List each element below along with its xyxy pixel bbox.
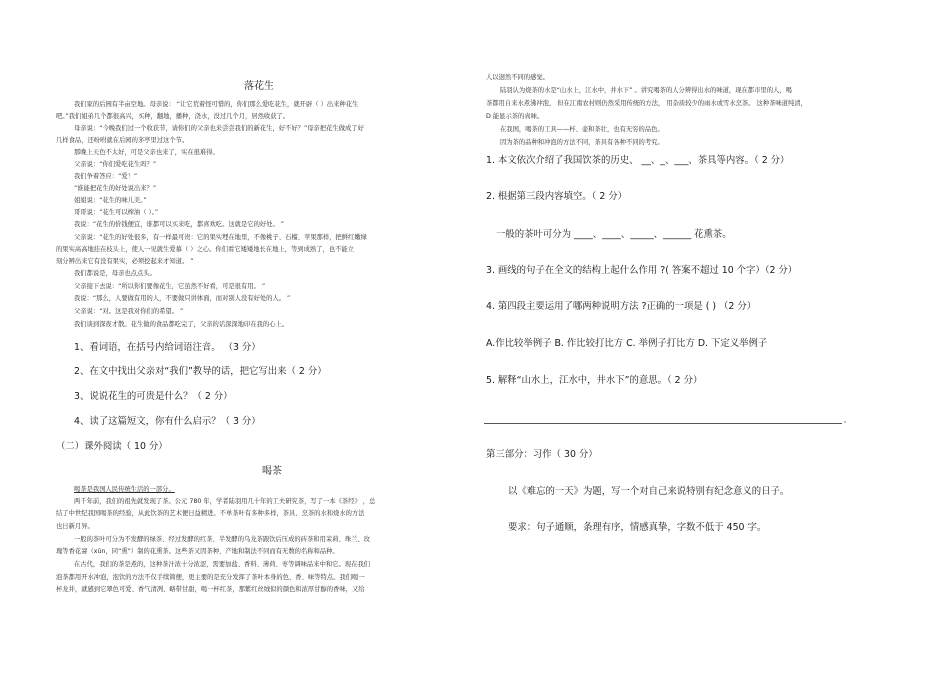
passage-line: 两千年前，我们的祖先就发现了茶。公元 780 年，学者陆羽用几十年的工夫研究茶，写了一本《茶经》 ，总 <box>74 498 376 505</box>
passage-line: 茶都用自来水煮沸冲泡， 但在江南农村则仍然采用传统的方法， 用杂质较少的雨水或雪水烹茶。 这种茶味道纯清， <box>486 100 807 107</box>
question-3: 3、说说花生的可贵是什么？（ 2 分） <box>74 391 233 402</box>
reading-question-5: 5. 解释“山水上，江水中，井水下”的意思。（ 2 分） <box>486 375 703 386</box>
part3-heading: 第三部分：习作（ 30 分） <box>486 449 598 460</box>
passage-line: 在我国，喝茶的工具——杯、壶和茶壮，也有无穷的品色。 <box>500 126 664 133</box>
underlined-sentence: 喝茶是我国人民传统生活的一部分。 <box>74 486 175 493</box>
reading-question-2-fill: 一般的茶叶可分为 ____、____、_____、______ 花熏茶。 <box>496 229 732 240</box>
passage-line: 杯龙井，就感到它翠色可爱、香气清冽、略带甘甜，喝一杯红茶，那紫红丝绒似的颜色和浓厚甘醇的香味，又给 <box>56 586 365 593</box>
passage-line: 哥哥说：“花生可以榨油（ ）。” <box>74 209 159 216</box>
passage-line: 父亲说：“对。这是我对你们的希望。 ” <box>74 308 184 315</box>
passage-line: 我们谈到深夜才散。花生做的食品都吃完了，父亲的话深深地印在我的心上。 <box>74 321 289 328</box>
reading-question-4: 4. 第四段主要运用了哪两种说明方法 ?正确的一项是 ( ) （2 分） <box>486 301 757 312</box>
passage-line: 刻分辨出来它有没有果实，必须挖起来才知道。 ” <box>56 258 194 265</box>
writing-task: 以《难忘的一天》为题，写一个对自己来说特别有纪念意义的日子。 <box>508 486 790 497</box>
reading-question-4-options: A.作比较举例子 B. 作比较打比方 C. 举例子打比方 D. 下定义举例子 <box>486 338 768 349</box>
passage-line: 的果实高高地挂在枝头上，使人一见就生爱慕（ ）之心。你们看它矮矮地长在地上，等到成熟了，也不能立 <box>56 246 354 253</box>
passage-line: “谁能把花生的好处说出来？” <box>74 185 157 192</box>
answer-line-period: 。 <box>844 417 851 424</box>
passage-line: 我说：“那么，人要做有用的人，不要做只讲体面，而对别人没有好处的人。 ” <box>74 295 291 302</box>
passage-line: 陆羽认为烧茶的水是“山水上，江水中，井水下” 。讲究喝茶的人分辨得出水的味道，现在都市里的人，喝 <box>500 87 792 94</box>
section-extracurricular-reading: （二）课外阅读（ 10 分） <box>56 441 168 452</box>
passage-line: 吧。”我们姐弟几个都很高兴，买种，翻地，播种，浇水，没过几个月，居然收获了。 <box>56 113 290 120</box>
passage-title-hecha: 喝茶 <box>262 466 282 477</box>
passage-line: 我们都说是，母亲也点点头。 <box>74 270 156 277</box>
passage-line: 泡茶都用开水冲泡，泡饮的方法不仅手续简便，更主要的是充分发挥了茶叶本身的色、香、味等特点。我们喝一 <box>56 574 365 581</box>
passage-line: 结了中世纪我国喝茶的经验，从此饮茶的艺术便日益精进。不单茶叶有多种多样，茶具、烹茶的水和烧水的方法 <box>56 510 365 517</box>
passage-line: 父亲接下去说：“所以你们要像花生，它虽然不好看，可是很有用。 ” <box>74 283 266 290</box>
passage-line: 几样食品，还吩咐就在后园的茅亭里过这个节。 <box>56 137 189 144</box>
passage-line: 那晚上天色不太好，可是父亲也来了，实在很难得。 <box>74 149 219 156</box>
passage-line: 我们家的后园有半亩空地。母亲说： “让它荒着怪可惜的，你们那么爱吃花生，就开辟（ ）出来种花生 <box>74 101 359 108</box>
passage-line: 父亲说：“花生的好处很多，有一样最可贵：它的果实埋在地里，不像桃子、石榴、苹果那样，把鲜红嫩绿 <box>74 234 367 241</box>
passage-line: 人以迥然不同的感觉。 <box>486 74 549 81</box>
question-2: 2、在文中找出父亲对“我们”教导的话，把它写出来（ 2 分） <box>74 366 327 377</box>
passage-line: 在古代，我们的茶是煮的，这种茶汁浓十分浓涩，需要加盐、香料、薄荷、枣等调味品来中和它。现在我们 <box>74 561 370 568</box>
question-1: 1、看词语，在括号内给词语注音。 （3 分） <box>74 342 261 353</box>
passage-line: 母亲说：“今晚我们过一个收获节，请你们的父亲也来尝尝我们的新花生，好不好？”母亲把花生做成了好 <box>74 125 364 132</box>
passage-line: 瑰等香花窨（xūn，同“熏”）制的花熏茶。这些茶又因茶种、产地和制法不同而有无数的名称和品种。 <box>56 548 339 555</box>
passage-title-luohuasheng: 落花生 <box>244 81 274 92</box>
reading-question-2: 2. 根据第三段内容填空。（ 2 分） <box>486 191 628 202</box>
reading-question-1: 1. 本文依次介绍了我国饮茶的历史、 __、_、___、茶具等内容。（ 2 分） <box>486 155 790 166</box>
writing-requirements: 要求：句子通顺，条理有序，情感真挚，字数不低于 450 字。 <box>508 522 767 533</box>
answer-line <box>484 423 842 424</box>
passage-line: 姐姐说：“花生的味儿美。” <box>74 197 147 204</box>
passage-line: 父亲说：“你们爱吃花生吗？” <box>74 161 157 168</box>
passage-line: 一般的茶叶可分为不发酵的绿茶、经过发酵的红茶、半发酵的乌龙茶跟饮后压成的砖茶和用茉莉、珠兰、玫 <box>74 536 370 543</box>
reading-question-3: 3. 画线的句子在全文的结构上起什么作用 ?( 答案不超过 10 个字）（2 分） <box>486 265 798 276</box>
passage-line: 我们争着答应：“爱！” <box>74 173 138 180</box>
question-4: 4、读了这篇短文，你有什么启示？（ 3 分） <box>74 416 261 427</box>
passage-line: 也日新月异。 <box>56 523 94 530</box>
passage-line: 因为茶的品种和冲泡的方法不同，茶具有各种不同的考究。 <box>500 139 664 146</box>
passage-line: D 能显示茶的真味。 <box>486 113 544 120</box>
passage-line: 我说：“花生的价钱便宜，谁都可以买来吃，都喜欢吃。这就是它的好处。 ” <box>74 221 285 228</box>
